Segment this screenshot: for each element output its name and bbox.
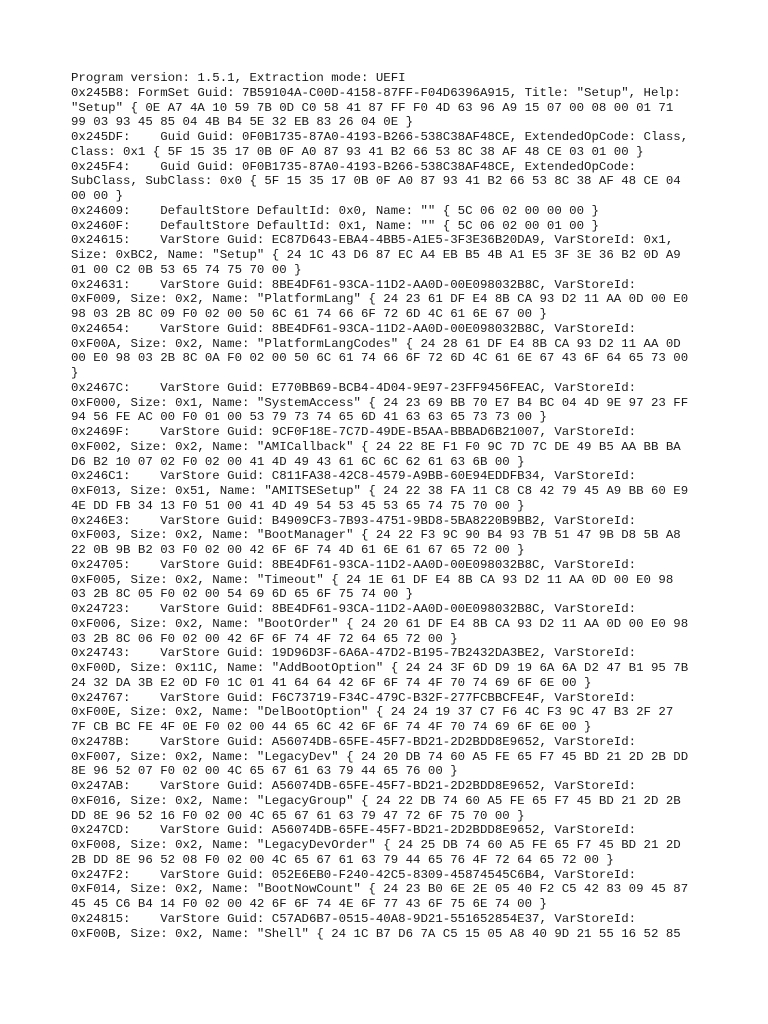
text-line: 0x24705: VarStore Guid: 8BE4DF61-93CA-11D2-AA0D-00E098032B8C, VarStoreId: <box>71 557 637 572</box>
text-line: 22 0B 9B B2 03 F0 02 00 42 6F 6F 74 4D 61 6E 61 67 65 72 00 } <box>71 543 525 557</box>
text-line: 0x246E3: VarStore Guid: B4909CF3-7B93-4751-9BD8-5BA8220B9BB2, VarStoreId: <box>71 513 637 528</box>
text-line: 94 56 FE AC 00 F0 01 00 53 79 73 74 65 6D 41 63 63 65 73 73 00 } <box>71 410 547 425</box>
text-line: 99 03 93 45 85 04 4B B4 5E 32 EB 83 26 04 0E } <box>71 115 414 130</box>
text-line: 0xF00D, Size: 0x11C, Name: "AddBootOption" { 24 24 3F 6D D9 19 6A 6A D2 47 B1 95 7B <box>71 661 689 675</box>
text-line: 0xF014, Size: 0x2, Name: "BootNowCount" { 24 23 B0 6E 2E 05 40 F2 C5 42 83 09 45 87 <box>71 882 689 897</box>
text-line: 24 32 DA 3B E2 0D F0 1C 01 41 64 64 42 6F 6F 74 4F 70 74 69 6F 6E 00 } <box>71 675 592 690</box>
text-line: 0x24743: VarStore Guid: 19D96D3F-6A6A-47D2-B195-7B2432DA3BE2, VarStoreId: <box>71 646 637 661</box>
text-line: 0x245DF: Guid Guid: 0F0B1735-87A0-4193-B266-538C38AF48CE, ExtendedOpCode: Class, <box>71 130 689 144</box>
text-line: D6 B2 10 07 02 F0 02 00 41 4D 49 43 61 6C 6C 62 61 63 6B 00 } <box>71 454 525 469</box>
text-line: 03 2B 8C 06 F0 02 00 42 6F 6F 74 4F 72 64 65 72 00 } <box>71 631 458 646</box>
text-line: 0xF016, Size: 0x2, Name: "LegacyGroup" { 24 22 DB 74 60 A5 FE 65 F7 45 BD 21 2D 2B <box>71 793 681 808</box>
text-line: 0x2460F: DefaultStore DefaultId: 0x1, Name: "" { 5C 06 02 00 01 00 } <box>71 218 599 233</box>
text-line: 0x24723: VarStore Guid: 8BE4DF61-93CA-11D2-AA0D-00E098032B8C, VarStoreId: <box>71 602 637 616</box>
text-line: 0xF00A, Size: 0x2, Name: "PlatformLangCodes" { 24 28 61 DF E4 8B CA 93 D2 11 AA 0D <box>71 336 681 351</box>
text-line: 98 03 2B 8C 09 F0 02 00 50 6C 61 74 66 6F 72 6D 4C 61 6E 67 00 } <box>71 307 547 321</box>
text-line: "Setup" { 0E A7 4A 10 59 7B 0D C0 58 41 87 FF F0 4D 63 96 A9 15 07 00 08 00 01 71 <box>71 100 674 115</box>
text-line: 8E 96 52 07 F0 02 00 4C 65 67 61 63 79 44 65 76 00 } <box>71 764 458 779</box>
text-line: SubClass, SubClass: 0x0 { 5F 15 35 17 0B 0F A0 87 93 41 B2 66 53 8C 38 AF 48 CE 04 <box>71 174 681 189</box>
text-line: Size: 0xBC2, Name: "Setup" { 24 1C 43 D6 87 EC A4 EB B5 4B A1 E5 3F 3E 36 B2 0D A9 <box>71 248 681 262</box>
text-line: 0x245F4: Guid Guid: 0F0B1735-87A0-4193-B266-538C38AF48CE, ExtendedOpCode: <box>71 159 637 174</box>
text-line: 4E DD FB 34 13 F0 51 00 41 4D 49 54 53 45 53 65 74 75 70 00 } <box>71 498 525 513</box>
document-text <box>71 71 711 941</box>
text-line: 0x245B8: FormSet Guid: 7B59104A-C00D-4158-87FF-F04D6396A915, Title: "Setup", Help: <box>71 85 681 100</box>
text-line: 03 2B 8C 05 F0 02 00 54 69 6D 65 6F 75 74 00 } <box>71 587 414 602</box>
text-line: 0xF00E, Size: 0x2, Name: "DelBootOption" { 24 24 19 37 C7 F6 4C F3 9C 47 B3 2F 27 <box>71 705 674 720</box>
text-line: 00 E0 98 03 2B 8C 0A F0 02 00 50 6C 61 74 66 6F 72 6D 4C 61 6E 67 43 6F 64 65 73 00 <box>71 351 689 366</box>
text-line: 01 00 C2 0B 53 65 74 75 70 00 } <box>71 262 302 277</box>
text-line: DD 8E 96 52 16 F0 02 00 4C 65 67 61 63 79 47 72 6F 75 70 00 } <box>71 808 525 823</box>
text-line: 0x2469F: VarStore Guid: 9CF0F18E-7C7D-49DE-B5AA-BBBAD6B21007, VarStoreId: <box>71 425 637 439</box>
text-line: 0xF003, Size: 0x2, Name: "BootManager" { 24 22 F3 9C 90 B4 93 7B 51 47 9B D8 5B A8 <box>71 528 681 543</box>
text-line: 00 00 } <box>71 189 124 203</box>
text-line: 0x246C1: VarStore Guid: C811FA38-42C8-4579-A9BB-60E94EDDFB34, VarStoreId: <box>71 469 637 484</box>
text-line: 0x247CD: VarStore Guid: A56074DB-65FE-45F7-BD21-2D2BDD8E9652, VarStoreId: <box>71 823 637 838</box>
text-line: 0xF006, Size: 0x2, Name: "BootOrder" { 24 20 61 DF E4 8B CA 93 D2 11 AA 0D 00 E0 98 <box>71 616 689 631</box>
text-line: 45 45 C6 B4 14 F0 02 00 42 6F 6F 74 4E 6F 77 43 6F 75 6E 74 00 } <box>71 897 547 911</box>
text-line: 0x24815: VarStore Guid: C57AD6B7-0515-40A8-9D21-551652854E37, VarStoreId: <box>71 911 637 926</box>
text-line: 0xF002, Size: 0x2, Name: "AMICallback" { 24 22 8E F1 F0 9C 7D 7C DE 49 B5 AA BB BA <box>71 439 681 454</box>
text-line: 0x247AB: VarStore Guid: A56074DB-65FE-45F7-BD21-2D2BDD8E9652, VarStoreId: <box>71 779 637 793</box>
text-line: 7F CB BC FE 4F 0E F0 02 00 44 65 6C 42 6F 6F 74 4F 70 74 69 6F 6E 00 } <box>71 720 592 734</box>
text-line: 0x2467C: VarStore Guid: E770BB69-BCB4-4D04-9E97-23FF9456FEAC, VarStoreId: <box>71 380 637 395</box>
text-line: Class: 0x1 { 5F 15 35 17 0B 0F A0 87 93 41 B2 66 53 8C 38 AF 48 CE 03 01 00 } <box>71 144 644 159</box>
text-line: 0xF008, Size: 0x2, Name: "LegacyDevOrder" { 24 25 DB 74 60 A5 FE 65 F7 45 BD 21 2D <box>71 838 681 852</box>
text-line: 0x24767: VarStore Guid: F6C73719-F34C-479C-B32F-277FCBBCFE4F, VarStoreId: <box>71 690 637 705</box>
text-line: 0x24615: VarStore Guid: EC87D643-EBA4-4BB5-A1E5-3F3E36B20DA9, VarStoreId: 0x1, <box>71 233 674 248</box>
text-line: 0x24609: DefaultStore DefaultId: 0x0, Name: "" { 5C 06 02 00 00 00 } <box>71 203 599 218</box>
text-line: Program version: 1.5.1, Extraction mode: UEFI <box>71 71 406 85</box>
text-line: 0x247F2: VarStore Guid: 052E6EB0-F240-42C5-8309-45874545C6B4, VarStoreId: <box>71 867 637 882</box>
text-line: 0xF007, Size: 0x2, Name: "LegacyDev" { 24 20 DB 74 60 A5 FE 65 F7 45 BD 21 2D 2B DD <box>71 749 689 764</box>
text-line: 0x24631: VarStore Guid: 8BE4DF61-93CA-11D2-AA0D-00E098032B8C, VarStoreId: <box>71 277 637 292</box>
text-line: 0x24654: VarStore Guid: 8BE4DF61-93CA-11D2-AA0D-00E098032B8C, VarStoreId: <box>71 321 637 336</box>
text-line: 0xF009, Size: 0x2, Name: "PlatformLang" { 24 23 61 DF E4 8B CA 93 D2 11 AA 0D 00 E0 <box>71 292 689 307</box>
text-line: 0xF005, Size: 0x2, Name: "Timeout" { 24 1E 61 DF E4 8B CA 93 D2 11 AA 0D 00 E0 98 <box>71 572 674 587</box>
text-line: 0xF013, Size: 0x51, Name: "AMITSESetup" { 24 22 38 FA 11 C8 C8 42 79 45 A9 BB 60 E9 <box>71 484 689 498</box>
text-line: 0xF000, Size: 0x1, Name: "SystemAccess" { 24 23 69 BB 70 E7 B4 BC 04 4D 9E 97 23 FF <box>71 395 689 410</box>
text-line: 0xF00B, Size: 0x2, Name: "Shell" { 24 1C B7 D6 7A C5 15 05 A8 40 9D 21 55 16 52 85 <box>71 926 681 941</box>
text-line: 2B DD 8E 96 52 08 F0 02 00 4C 65 67 61 63 79 44 65 76 4F 72 64 65 72 00 } <box>71 852 614 867</box>
text-line: 0x2478B: VarStore Guid: A56074DB-65FE-45F7-BD21-2D2BDD8E9652, VarStoreId: <box>71 734 637 749</box>
text-line: } <box>71 366 79 380</box>
